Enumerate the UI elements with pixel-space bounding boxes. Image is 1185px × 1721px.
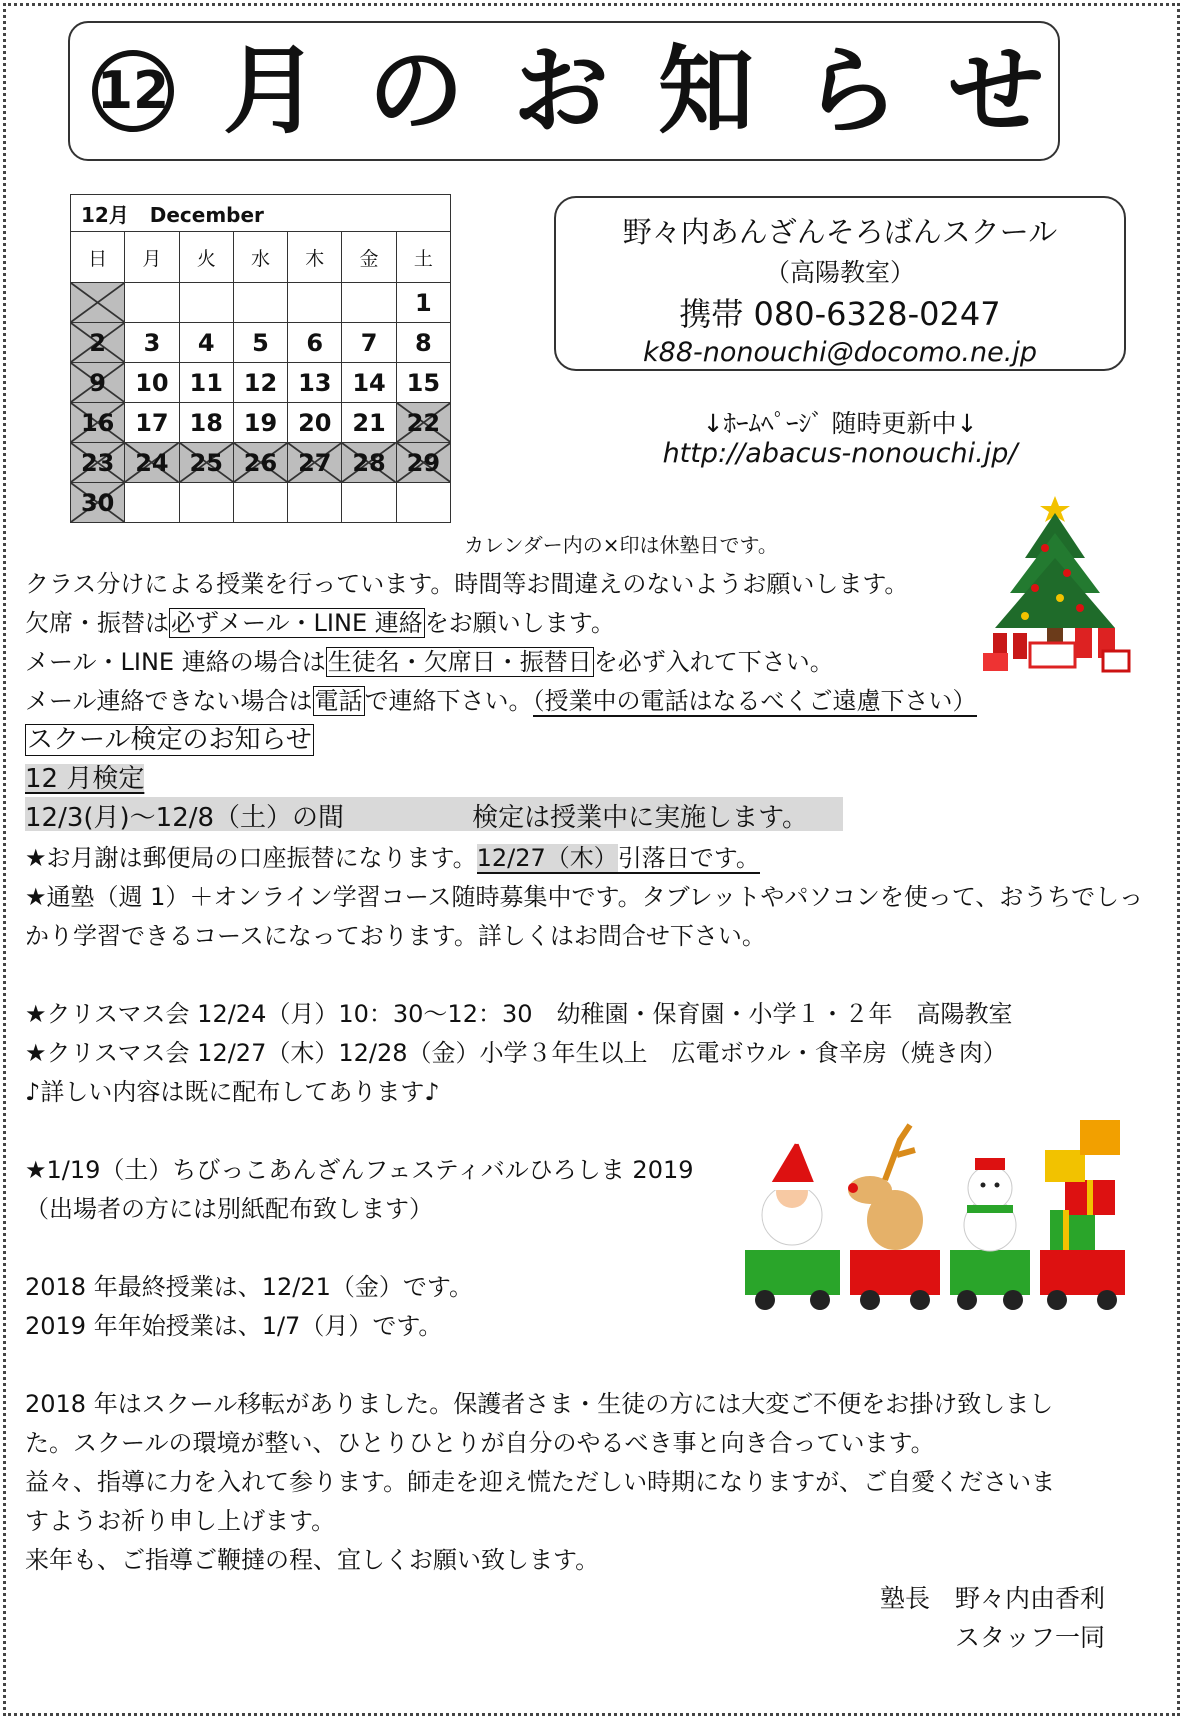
calendar-day: [179, 323, 233, 363]
calendar-note: カレンダー内の×印は休塾日です。: [464, 533, 778, 557]
weekday-header: 月: [125, 232, 179, 283]
calendar-day-number: 1: [414, 288, 432, 317]
text: 12/3(月)～12/8（土）の間: [25, 803, 345, 833]
calendar-day: [396, 283, 450, 323]
calendar-day-number: 6: [306, 328, 324, 357]
exam-month: [25, 758, 144, 795]
calendar-day: [233, 483, 287, 523]
calendar-day-closed: [179, 443, 233, 483]
calendar-day-closed: [125, 443, 179, 483]
calendar-day-number: 27: [298, 448, 332, 477]
calendar-day-number: 30: [80, 488, 115, 517]
calendar-day-number: 26: [243, 448, 278, 477]
notice-line: 2018 年最終授業は、12/21（金）です。: [25, 1273, 473, 1301]
school-phone: 携帯 080-6328-0247: [679, 295, 1001, 333]
calendar-day-number: 23: [80, 448, 115, 477]
calendar-day-number: 8: [414, 328, 432, 357]
calendar-day: [179, 483, 233, 523]
weekday-header: 水: [233, 232, 287, 283]
text: 欠席・振替は: [25, 609, 169, 637]
calendar-day-closed: [396, 403, 450, 443]
calendar-week: [71, 363, 451, 403]
weekday-header: 金: [342, 232, 396, 283]
calendar-day-number: 20: [298, 408, 332, 437]
calendar-day-number: 7: [360, 328, 378, 357]
page-title: [78, 30, 1058, 152]
calendar-day-closed: [233, 443, 287, 483]
weekday-header: 日: [71, 232, 125, 283]
boxed-text: 必ずメール・LINE 連絡: [171, 609, 423, 637]
calendar-day-closed: [71, 283, 125, 323]
notice-line: 益々、指導に力を入れて参ります。師走を迎え慌ただしい時期になりますが、ご自愛くださいま: [25, 1468, 1056, 1496]
text: で連絡下さい。: [364, 687, 533, 715]
calendar-day-number: 21: [352, 408, 386, 437]
notice-line: クラス分けによる授業を行っています。時間等お間違えのないようお願いします。: [25, 570, 909, 598]
exam-notice-heading: [25, 719, 314, 756]
calendar-week: [71, 483, 451, 523]
calendar-day: [125, 283, 179, 323]
calendar-day: [342, 323, 396, 363]
weekday-header: 火: [179, 232, 233, 283]
boxed-text: スクール検定のお知らせ: [27, 725, 312, 755]
school-email: k88-nonouchi@docomo.ne.jp: [643, 337, 1037, 368]
calendar: [70, 194, 451, 523]
notice-line: ★1/19（土）ちびっこあんざんフェスティバルひろしま 2019: [25, 1156, 694, 1184]
calendar-day: [125, 483, 179, 523]
calendar-day-number: 19: [243, 408, 278, 437]
calendar-day-number: 13: [298, 368, 332, 397]
title-char: 月: [223, 35, 319, 147]
calendar-day-number: 14: [352, 368, 386, 397]
calendar-month: 12月: [81, 202, 129, 227]
calendar-day: [342, 403, 396, 443]
calendar-week: [71, 323, 451, 363]
calendar-week: [71, 283, 451, 323]
school-info-box: [554, 196, 1126, 371]
calendar-day-number: 29: [406, 448, 441, 477]
shaded-text: 12/27（木）: [476, 844, 618, 872]
title-char: お: [513, 35, 609, 147]
calendar-day: [179, 283, 233, 323]
calendar-day: [288, 283, 342, 323]
calendar-day: [288, 363, 342, 403]
christmas-tree-icon: [975, 488, 1135, 678]
notice-line: ★クリスマス会 12/24（月）10：30～12：30 幼稚園・保育園・小学１・２年 高陽教室: [25, 1000, 1013, 1028]
calendar-caption: [71, 195, 451, 232]
weekday-header: 土: [396, 232, 450, 283]
calendar-day-number: 16: [80, 408, 115, 437]
signature-staff: スタッフ一同: [955, 1623, 1106, 1652]
calendar-day: [125, 403, 179, 443]
weekday-row: [71, 232, 451, 283]
notice-line: [25, 642, 834, 677]
notice-line: 来年も、ご指導ご鞭撻の程、宜しくお願い致します。: [25, 1546, 600, 1574]
calendar-day: [396, 363, 450, 403]
title-char: 知: [658, 35, 754, 147]
calendar-day: [125, 323, 179, 363]
calendar-week: [71, 443, 451, 483]
calendar-day-number: 18: [189, 408, 223, 437]
school-branch: （高陽教室）: [764, 258, 915, 287]
title-char: の: [368, 35, 464, 147]
boxed-text: 電話: [314, 687, 363, 715]
notice-line: た。スクールの環境が整い、ひとりひとりが自分のやるべき事と向き合っています。: [25, 1429, 935, 1457]
calendar-day: [396, 323, 450, 363]
calendar-day-number: 22: [406, 408, 441, 437]
calendar-day: [233, 403, 287, 443]
notice-line: （出場者の方には別紙配布致します）: [25, 1195, 433, 1223]
text: ★お月謝は郵便局の口座振替になります。: [25, 844, 477, 872]
underlined-text: （授業中の電話はなるべくご遠慮下さい）: [532, 687, 977, 715]
calendar-day-number: 10: [135, 368, 169, 397]
calendar-day: [288, 483, 342, 523]
calendar-day-number: 3: [143, 328, 161, 357]
title-char: ら: [803, 35, 899, 147]
notice-line: [25, 838, 760, 873]
notice-line: 2018 年はスクール移転がありました。保護者さま・生徒の方には大変ご不便をお掛け致しまし: [25, 1390, 1054, 1418]
calendar-day: [179, 403, 233, 443]
calendar-day-number: 9: [89, 368, 106, 397]
title-char: せ: [948, 35, 1044, 147]
notice-line: [25, 681, 977, 716]
notice-line: かり学習できるコースになっております。詳しくはお問合せ下さい。: [25, 922, 766, 950]
homepage-label: ↓ﾎｰﾑﾍﾟｰｼﾞ 随時更新中↓: [702, 409, 978, 438]
text: 検定は授業中に実施します。: [472, 803, 808, 833]
calendar-day-number: 25: [189, 448, 223, 477]
calendar-day-number: 11: [189, 368, 223, 397]
calendar-day-closed: [71, 363, 125, 403]
calendar-day-number: 17: [135, 408, 169, 437]
calendar-day-closed: [71, 403, 125, 443]
calendar-day: [342, 483, 396, 523]
notice-line: [25, 603, 615, 638]
calendar-day: [342, 363, 396, 403]
calendar-day-number: 4: [197, 328, 215, 357]
calendar-day-number: 24: [135, 448, 169, 477]
underlined-text: 引落日です。: [617, 844, 760, 872]
calendar-day: [233, 363, 287, 403]
calendar-day-number: 2: [89, 328, 106, 357]
text: メール・LINE 連絡の場合は: [25, 648, 326, 676]
calendar-day: [233, 323, 287, 363]
calendar-week: [71, 403, 451, 443]
calendar-day: [396, 483, 450, 523]
weekday-header: 木: [288, 232, 342, 283]
notice-line: ★通塾（週 1）＋オンライン学習コース随時募集中です。タブレットやパソコンを使って、おうちでしっ: [25, 883, 1144, 911]
notice-line: 2019 年年始授業は、1/7（月）です。: [25, 1312, 443, 1340]
month-circle-number: 12: [92, 50, 174, 132]
calendar-day-closed: [342, 443, 396, 483]
calendar-day-closed: [71, 443, 125, 483]
calendar-day: [233, 283, 287, 323]
calendar-day-number: 28: [352, 448, 386, 477]
calendar-day-closed: [71, 323, 125, 363]
calendar-day-closed: [396, 443, 450, 483]
shaded-text: 12 月検定: [25, 764, 145, 794]
calendar-day-closed: [288, 443, 342, 483]
calendar-month-name: December: [149, 202, 264, 227]
calendar-day-number: 5: [252, 328, 269, 357]
signature-title: 塾長: [880, 1584, 931, 1613]
calendar-day: [125, 363, 179, 403]
text: を必ず入れて下さい。: [593, 648, 834, 676]
calendar-day: [288, 403, 342, 443]
calendar-day: [179, 363, 233, 403]
calendar-day: [342, 283, 396, 323]
christmas-train-icon: [735, 1110, 1135, 1320]
text: をお願いします。: [424, 609, 615, 637]
homepage-url: http://abacus-nonouchi.jp/: [662, 438, 1018, 469]
notice-line: ♪詳しい内容は既に配布してあります♪: [25, 1078, 440, 1106]
exam-period: [25, 797, 843, 831]
calendar-day-closed: [71, 483, 125, 523]
school-name: 野々内あんざんそろばんスクール: [622, 215, 1058, 249]
boxed-text: 生徒名・欠席日・振替日: [327, 648, 592, 676]
calendar-body: [71, 283, 451, 523]
calendar-day: [288, 323, 342, 363]
notice-line: すようお祈り申し上げます。: [25, 1507, 336, 1535]
closed-x-icon: [71, 283, 124, 322]
calendar-day-number: 15: [406, 368, 441, 397]
notice-line: ★クリスマス会 12/27（木）12/28（金）小学３年生以上 広電ボウル・食辛房（焼き肉）: [25, 1039, 1007, 1067]
calendar-day-number: 12: [243, 368, 278, 397]
signature-name: 野々内由香利: [955, 1584, 1106, 1613]
text: メール連絡できない場合は: [25, 687, 313, 715]
